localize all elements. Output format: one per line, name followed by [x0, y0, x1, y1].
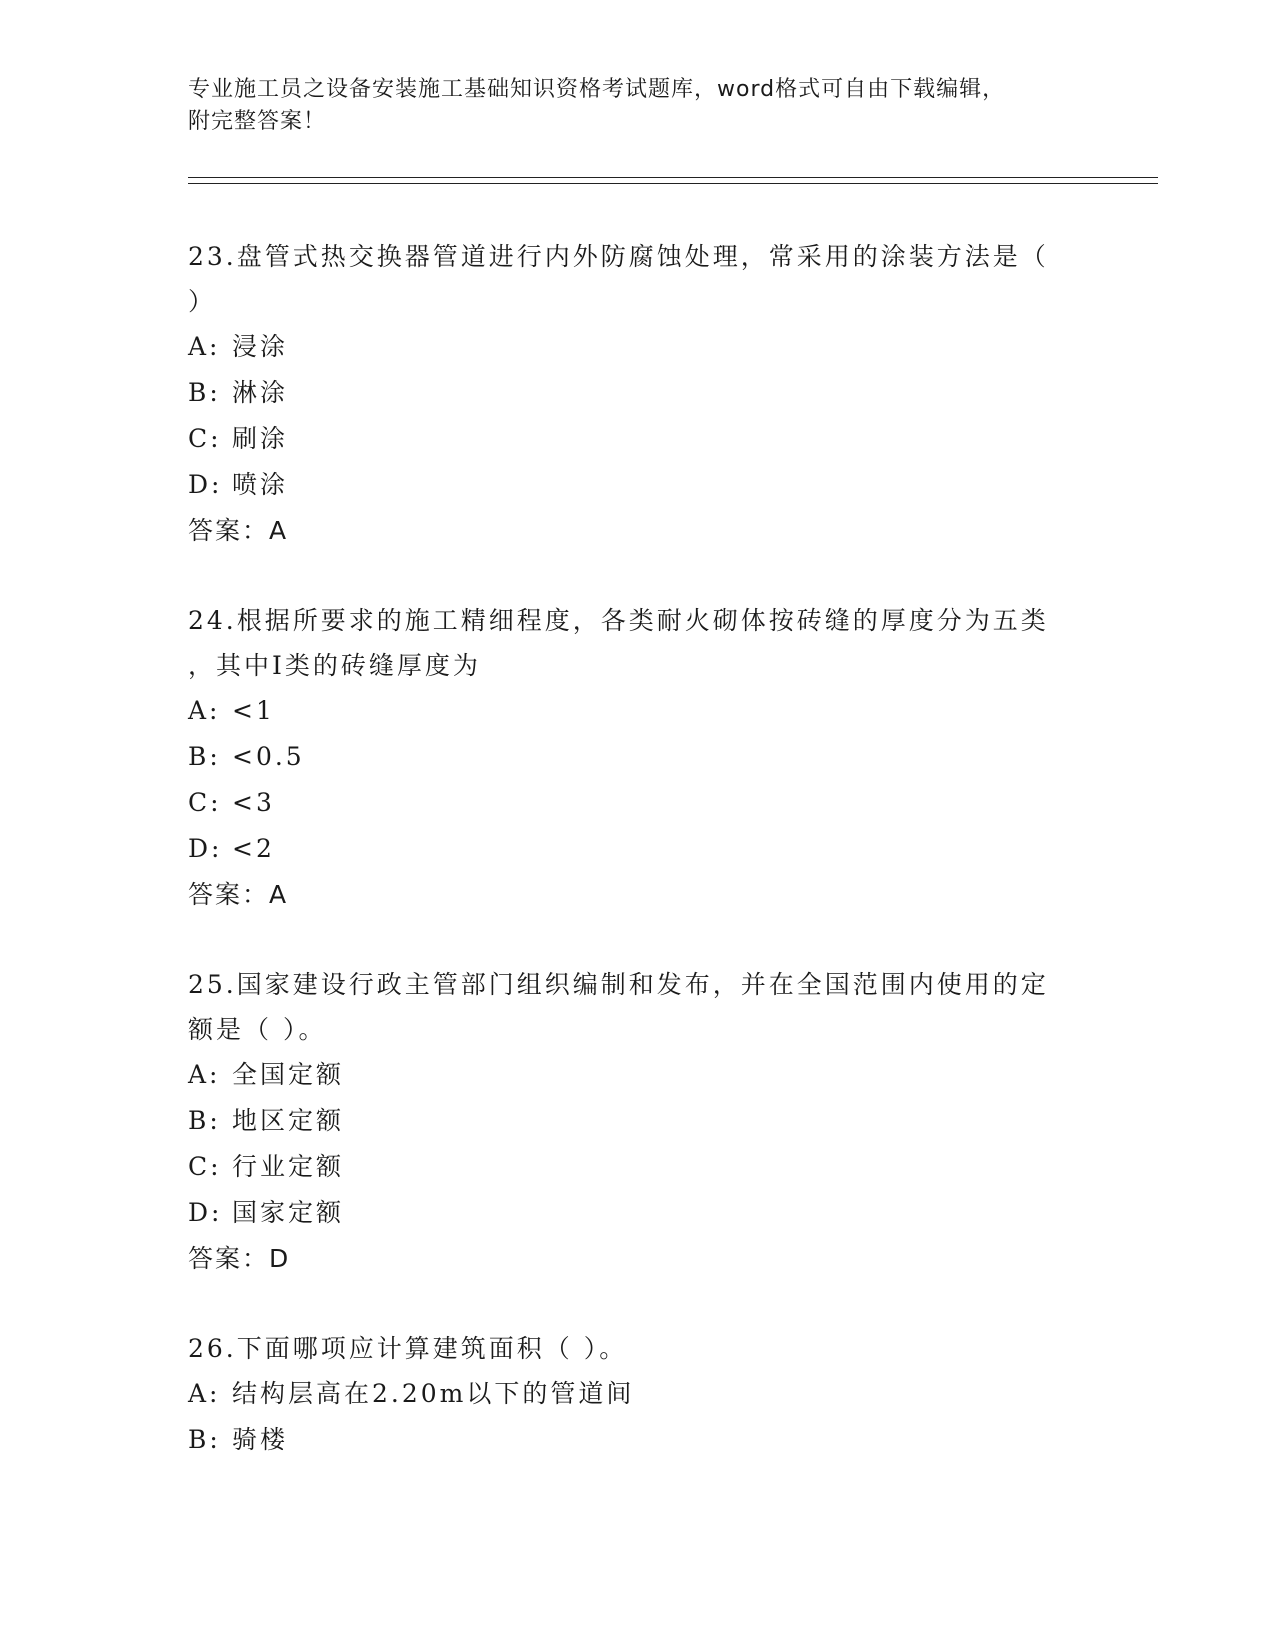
option-text: 行业定额	[232, 1152, 345, 1181]
option-a	[188, 1371, 1088, 1417]
document-header	[188, 74, 1088, 138]
question-stem-line-1: 23.盘管式热交换器管道进行内外防腐蚀处理，常采用的涂装方法是（	[188, 242, 1049, 271]
question-stem-line-2: 额是（ ）。	[188, 1015, 327, 1044]
option-text: <1	[232, 696, 275, 725]
option-text: <0.5	[232, 742, 305, 771]
option-key: D:	[188, 834, 223, 863]
option-key: D:	[188, 1198, 223, 1227]
option-c	[188, 1144, 1088, 1190]
option-b	[188, 1098, 1088, 1144]
question-stem-line-1: 26.下面哪项应计算建筑面积（ ）。	[188, 1334, 628, 1363]
option-a	[188, 1052, 1088, 1098]
option-b	[188, 1417, 1088, 1463]
option-text: 骑楼	[232, 1425, 289, 1454]
option-key: B:	[188, 742, 221, 771]
answer-line: 答案：A	[188, 516, 289, 545]
question-stem-line-2: ）	[188, 287, 217, 316]
answer-line: 答案：A	[188, 880, 289, 909]
question-26	[188, 1326, 1088, 1463]
option-a	[188, 688, 1088, 734]
option-key: A:	[188, 1379, 221, 1408]
question-stem	[188, 234, 1088, 324]
option-c	[188, 416, 1088, 462]
option-key: B:	[188, 1425, 221, 1454]
header-divider-bottom	[188, 183, 1158, 184]
option-b	[188, 370, 1088, 416]
option-text: <3	[232, 788, 275, 817]
header-divider-top	[188, 177, 1158, 178]
option-text: 喷涂	[232, 470, 289, 499]
option-key: B:	[188, 378, 221, 407]
option-key: D:	[188, 470, 223, 499]
option-c	[188, 780, 1088, 826]
question-stem	[188, 962, 1088, 1052]
question-stem-line-2: ，其中I类的砖缝厚度为	[188, 651, 481, 680]
header-line-1: 专业施工员之设备安装施工基础知识资格考试题库，word格式可自由下载编辑，	[188, 77, 1006, 102]
option-key: A:	[188, 1060, 221, 1089]
question-stem-line-1: 25.国家建设行政主管部门组织编制和发布，并在全国范围内使用的定	[188, 970, 1049, 999]
option-d	[188, 1190, 1088, 1236]
option-key: A:	[188, 696, 221, 725]
question-stem	[188, 1326, 1088, 1371]
option-text: 国家定额	[232, 1198, 345, 1227]
option-key: C:	[188, 424, 222, 453]
option-text: 地区定额	[232, 1106, 345, 1135]
option-b	[188, 734, 1088, 780]
option-a	[188, 324, 1088, 370]
option-key: C:	[188, 1152, 222, 1181]
option-d	[188, 826, 1088, 872]
option-d	[188, 462, 1088, 508]
question-25	[188, 962, 1088, 1282]
option-text: 全国定额	[232, 1060, 345, 1089]
answer-line: 答案：D	[188, 1244, 291, 1273]
header-line-2: 附完整答案！	[188, 109, 327, 134]
option-text: 结构层高在2.20m以下的管道间	[232, 1379, 635, 1408]
option-key: A:	[188, 332, 221, 361]
option-key: C:	[188, 788, 222, 817]
option-text: 淋涂	[232, 378, 289, 407]
option-key: B:	[188, 1106, 221, 1135]
option-text: 刷涂	[232, 424, 289, 453]
question-stem-line-1: 24.根据所要求的施工精细程度，各类耐火砌体按砖缝的厚度分为五类	[188, 606, 1049, 635]
option-text: 浸涂	[232, 332, 289, 361]
question-23	[188, 234, 1088, 554]
option-text: <2	[232, 834, 275, 863]
question-stem	[188, 598, 1088, 688]
question-24	[188, 598, 1088, 918]
